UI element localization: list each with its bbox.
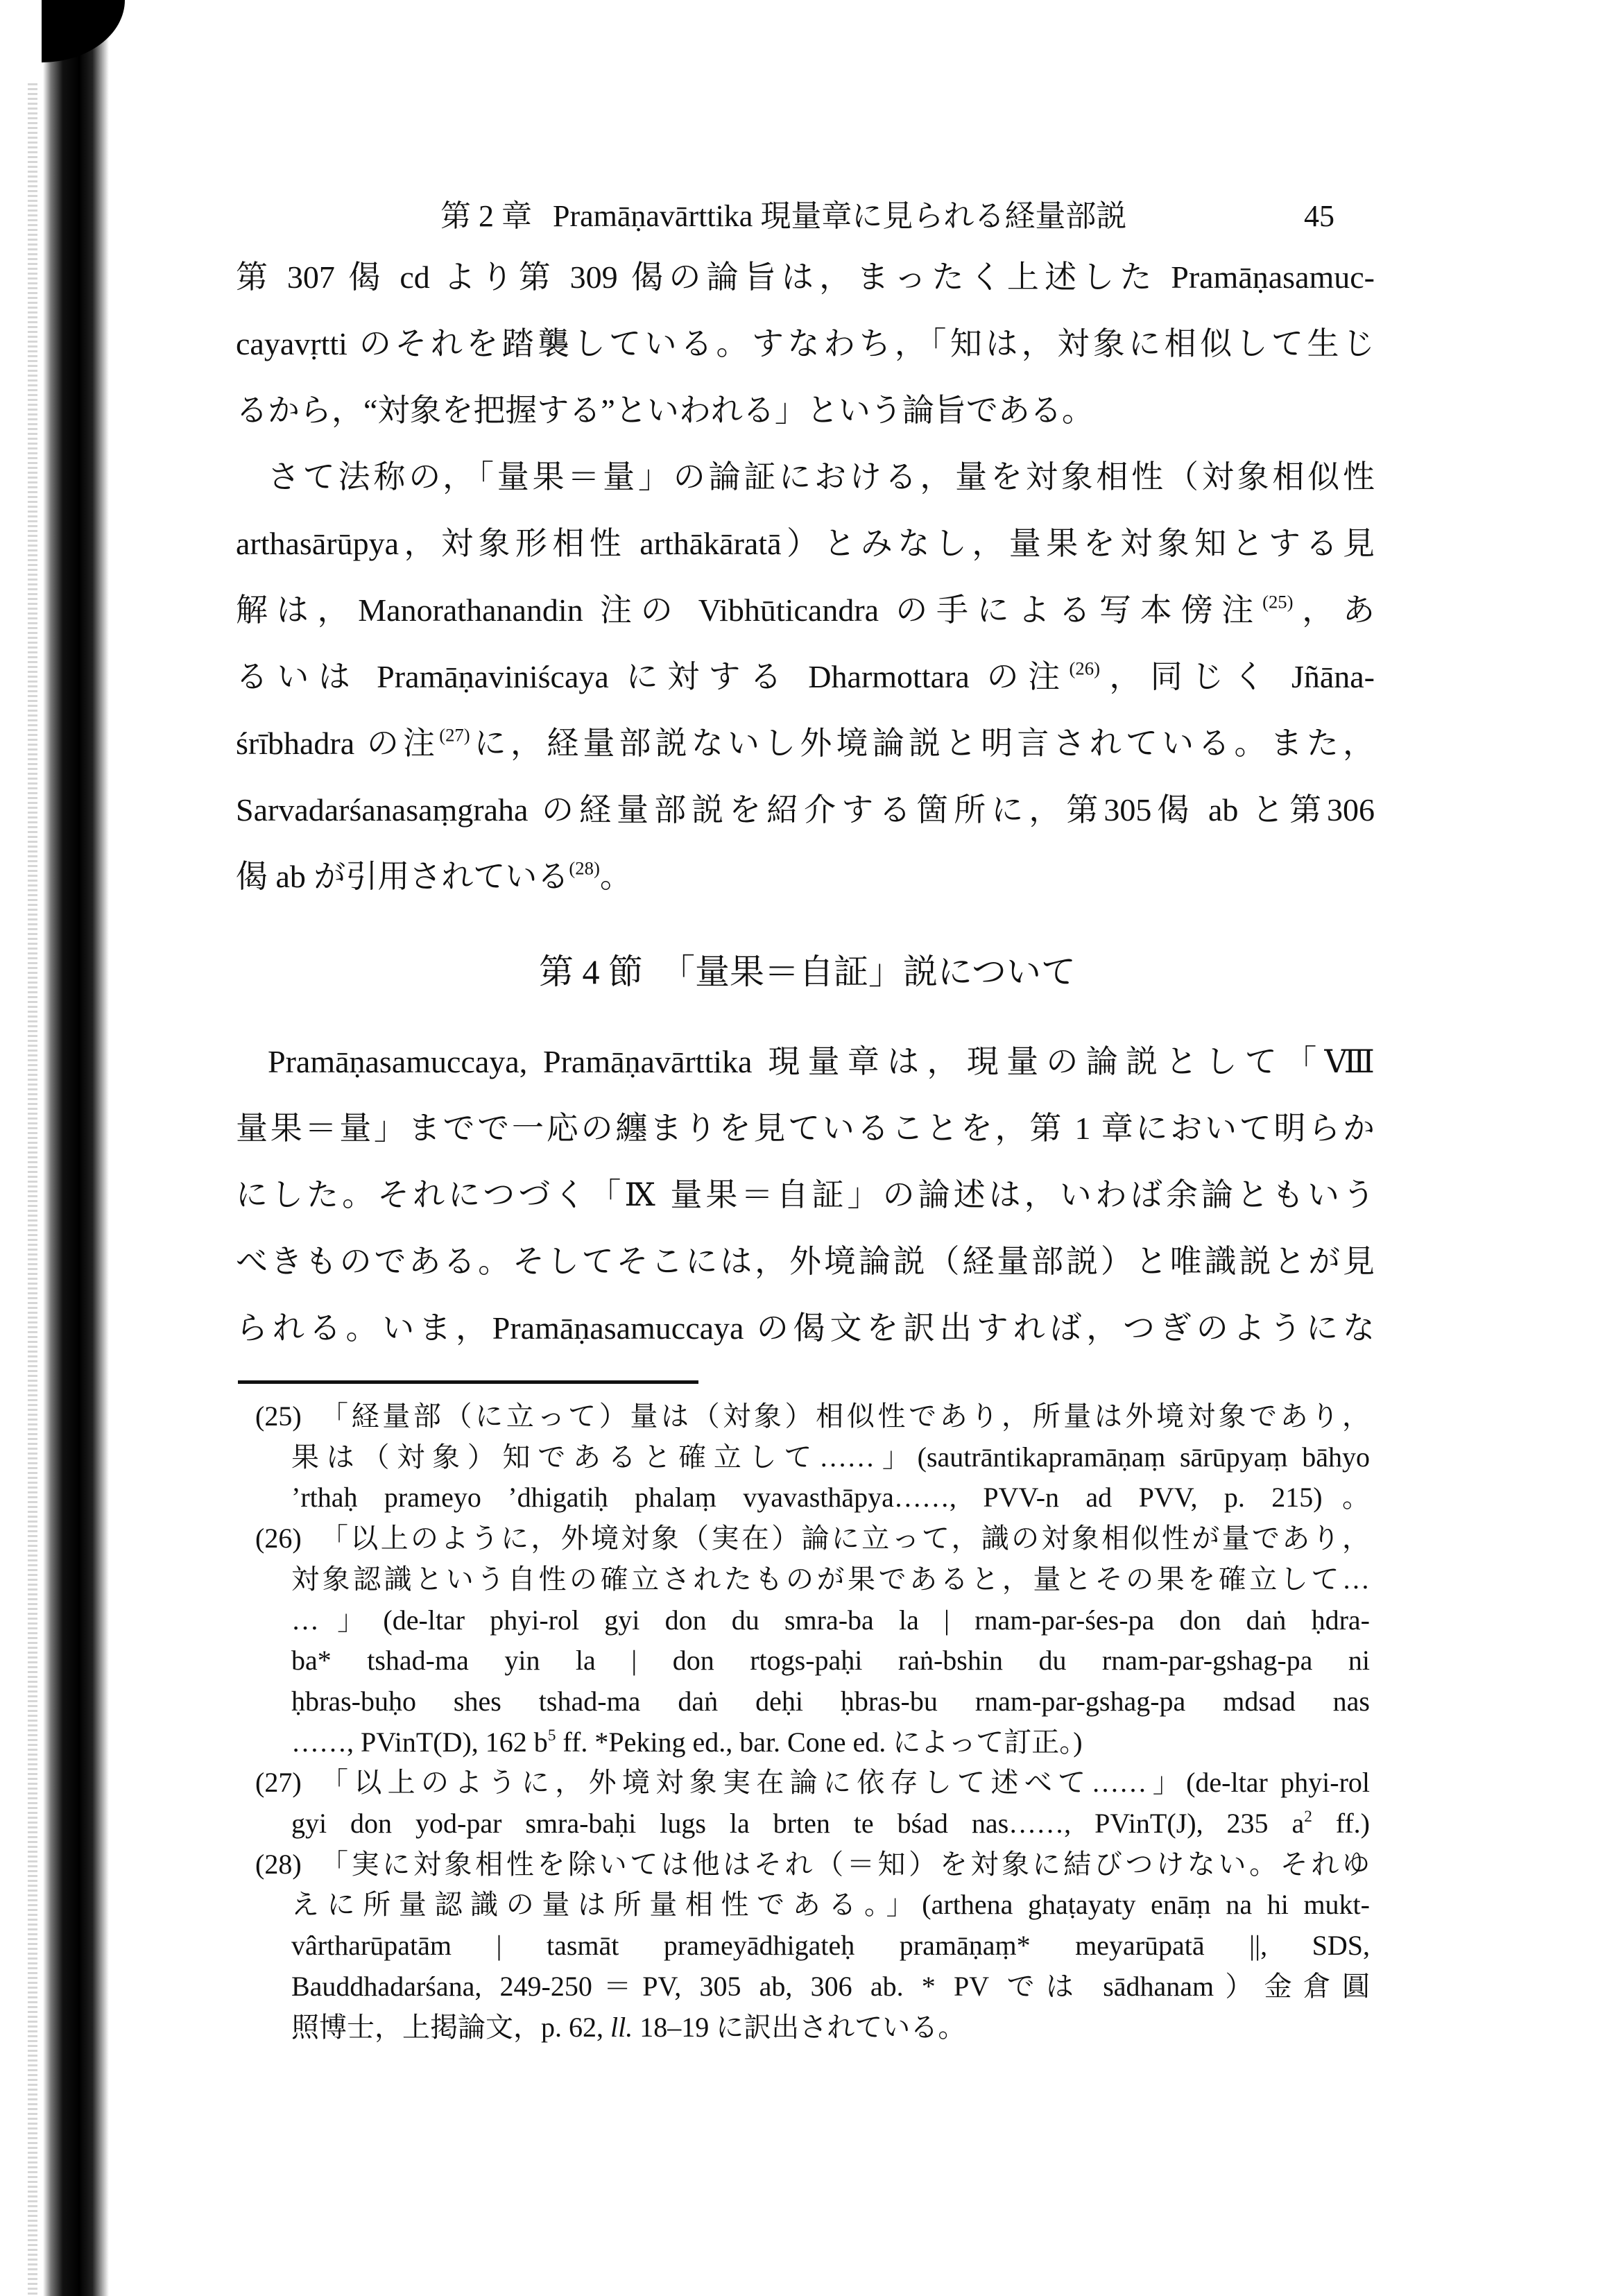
footnote-reference: (25) xyxy=(1262,591,1294,612)
section-heading xyxy=(0,948,1623,996)
text-segment: śrībhadra の注 xyxy=(236,726,440,761)
text-line: べきものである。そしてそこには，外境論説（経量部説）と唯識説とが見 xyxy=(236,1244,1375,1279)
text-line: ’rthaḥ prameyo ’dhigatiḥ phalaṃ vyavasthāpya……, PVV-n ad PVV, p. 215)。 xyxy=(291,1482,1370,1514)
page-number: 45 xyxy=(1304,199,1334,233)
text-segment: るいは Pramāṇaviniścaya に対する Dharmottara の注 xyxy=(236,659,1070,694)
text-line xyxy=(236,843,1375,910)
text-line: …」(de-ltar phyi-rol gyi don du smra-ba la | rnam-par-śes-pa don daṅ ḥdra- xyxy=(291,1604,1370,1636)
text-line: Bauddhadarśana, 249-250＝PV, 305 ab, 306 ab. * PV では sādhanam）金倉圓 xyxy=(291,1970,1370,2002)
footnote-reference: (27) xyxy=(439,724,470,746)
text-segment: に，経量部説ないし外境論説と明言されている。また， xyxy=(470,726,1375,761)
text-segment: 解は，Manorathanandin 注の Vibhūticandra の手による写本傍注 xyxy=(236,592,1263,628)
text-line xyxy=(236,577,1375,644)
text-line: にした。それにつづく「Ⅸ 量果＝自証」の論述は，いわば余論ともいう xyxy=(236,1177,1375,1213)
text-segment: ff.) xyxy=(1312,1808,1370,1839)
text-line: 「以上のように，外境対象実在論に依存して述べて……」(de-ltar phyi-rol xyxy=(320,1767,1370,1799)
text-line xyxy=(236,644,1375,710)
footnote-number: (26) xyxy=(255,1523,302,1554)
section-heading-text: 第 4 節 「量果＝自証」説について xyxy=(539,952,1076,991)
text-line: vârtharūpatām | tasmāt prameyādhigateḥ pramāṇaṃ* meyarūpatā ||, SDS, xyxy=(291,1930,1370,1962)
text-line xyxy=(291,1722,1370,1763)
text-line: ba* tshad-ma yin la | don rtogs-paḥi raṅ-bshin du rnam-par-gshag-pa ni xyxy=(291,1645,1370,1677)
footnote-number: (25) xyxy=(255,1400,302,1432)
italic-text: ll. xyxy=(610,2011,633,2043)
text-line: arthasārūpya，対象形相性 arthākāratā）とみなし，量果を対象知とする見 xyxy=(236,526,1375,561)
text-segment: 偈 ab が引用されている xyxy=(236,859,569,894)
text-line: 量果＝量」までで一応の纏まりを見ていることを，第 1 章において明らか xyxy=(236,1111,1375,1146)
text-segment: ff. *Peking ed., bar. Cone ed. によって訂正。) xyxy=(556,1726,1083,1758)
text-line: Sarvadarśanasaṃgraha の経量部説を紹介する箇所に，第305偈 ab と第306 xyxy=(236,792,1375,828)
text-line xyxy=(236,710,1375,777)
text-line: られる。いま，Pramāṇasamuccaya の偈文を訳出すれば，つぎのようにな xyxy=(236,1310,1375,1346)
text-segment: ，同じく Jñāna- xyxy=(1099,659,1375,694)
text-segment: 。 xyxy=(599,859,632,894)
text-line: さて法称の，「量果＝量」の論証における，量を対象相性（対象相似性 xyxy=(268,459,1375,495)
footnote-number: (28) xyxy=(255,1848,302,1880)
footnote-number: (27) xyxy=(255,1767,302,1799)
text-line: 対象認識という自性の確立されたものが果であると，量とその果を確立して… xyxy=(291,1563,1370,1595)
text-line: ḥbras-buḥo shes tshad-ma daṅ deḥi ḥbras-bu rnam-par-gshag-pa mdsad nas xyxy=(291,1685,1370,1717)
text-segment: 18–19 に訳出されている。 xyxy=(633,2011,966,2043)
footnote-reference: (28) xyxy=(569,857,600,879)
book-spine-corner xyxy=(42,0,125,62)
scan-edge-noise xyxy=(28,83,37,2296)
header-chapter: 第 2 章 xyxy=(440,199,532,233)
text-line: 第 307 偈 cd より第 309 偈の論旨は，まったく上述した Pramāṇasamuc- xyxy=(236,259,1375,295)
footnote-reference: (26) xyxy=(1069,658,1100,679)
text-line: cayavṛtti のそれを踏襲している。すなわち，「知は，対象に相似して生じ xyxy=(236,326,1375,361)
text-line xyxy=(291,2007,1370,2048)
text-segment: ……, PVinT(D), 162 b xyxy=(291,1726,548,1758)
text-line: 「以上のように，外境対象（実在）論に立って，識の対象相似性が量であり， xyxy=(320,1523,1370,1554)
text-segment: 照博士，上掲論文，p. 62, xyxy=(291,2011,610,2043)
text-line: 「経量部（に立って）量は（対象）相似性であり，所量は外境対象であり， xyxy=(320,1400,1370,1432)
text-line: Pramāṇasamuccaya, Pramāṇavārttika 現量章は，現量の論説として「Ⅷ xyxy=(268,1044,1375,1079)
text-line: るから，“対象を把握する”といわれる」という論旨である。 xyxy=(236,393,1094,428)
text-segment: gyi don yod-par smra-baḥi lugs la brten te bśad nas……, PVinT(J), 235 a xyxy=(291,1808,1305,1839)
header-title: Pramāṇavārttika 現量章に見られる経量部説 xyxy=(553,199,1127,233)
text-line: 果は（対象）知であると確立して……」(sautrāntikapramāṇaṃ sārūpyaṃ bāhyo xyxy=(291,1441,1370,1473)
footnote-reference: 5 xyxy=(547,1726,556,1745)
text-segment: ，あ xyxy=(1293,592,1375,628)
text-line xyxy=(291,1804,1370,1844)
running-header xyxy=(440,196,1342,237)
text-line: 「実に対象相性を除いては他はそれ（＝知）を対象に結びつけない。それゆ xyxy=(320,1848,1370,1880)
footnote-reference: 2 xyxy=(1304,1807,1312,1826)
footnote-separator xyxy=(238,1380,698,1384)
text-line: えに所量認識の量は所量相性である。」(arthena ghaṭayaty enāṃ na hi mukt- xyxy=(291,1889,1370,1921)
book-spine-shadow xyxy=(43,0,109,2296)
